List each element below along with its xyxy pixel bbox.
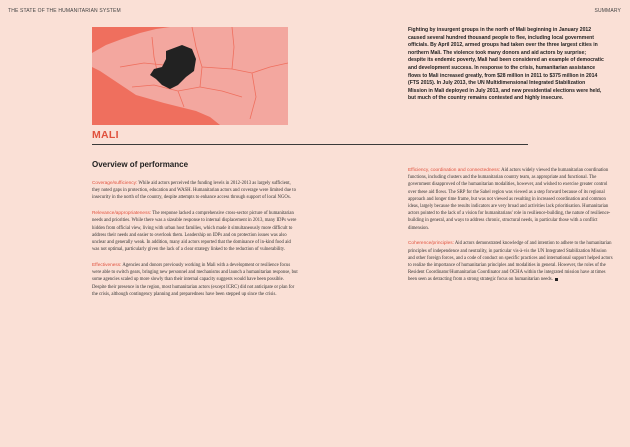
- coverage-term: Coverage/sufficiency:: [92, 181, 138, 186]
- country-title: MALI: [92, 129, 119, 141]
- map-landmass: [92, 27, 288, 125]
- efficiency-text: Aid actors widely viewed the humanitarian coordination functions, including clusters and the humanitarian country team, as appropriate and functional. The government disapproved of the humanitarian modalities, however, and wished to exercise greater control over these aid flows. The SRP for the Sahel region was viewed as a step forward because of its regional approach and longer time frame, but was not viewed as resulting in increased coordination and common ideas, largely because the results indicators are very broad and activities lack prioritisation. Humanitarian actors pointed to the lack of a vision for humanitarians' role in resilience-building, the nature of resilience-building in general, and ways to address chronic, structural needs, in particular those with a conflict dimension.: [408, 168, 611, 231]
- coverage-paragraph: [92, 180, 298, 202]
- coverage-text: While aid actors perceived the funding levels in 2012-2013 as largely sufficient, they noted gaps in protection, education and WASH. Humanitarian actors and coverage were limited due to insecurity in the north of the country, despite attempts to enhance access through support of local NGOs.: [92, 181, 296, 201]
- relevance-text: The response lacked a comprehensive cross-sector picture of humanitarian needs and priorities. While there was a sizeable response to internal displacement in 2013, many IDPs were hidden from official view, living with urban host families, which made it simultaneously more difficult to address their needs and easier to overlook them. Leadership on IDPs and on protection issues was also unclear and generally weak. In addition, many aid actors reported that the dominance of in-kind food aid was not optimal, particularly given the lack of a clear strategy linked to the reduction of vulnerability.: [92, 211, 297, 253]
- left-column: [92, 180, 298, 307]
- right-column: [408, 167, 614, 292]
- intro-summary: [408, 27, 604, 103]
- coherence-term: Coherence/principles:: [408, 241, 454, 247]
- coherence-paragraph: [408, 240, 614, 283]
- effectiveness-text: Agencies and donors previously working in Mali with a development or resilience focus were able to switch gears, bringing new personnel and mechanisms and launch a humanitarian response, but some agencies scaled up more slowly than their internal capacity suggests would have been possible. Despite their presence in the region, most humanitarian actors (except ICRC) did not anticipate or plan for the crisis, although contingency planning and preparedness have been stepped up since the crisis.: [92, 263, 298, 297]
- end-of-section-icon: [555, 278, 558, 281]
- map-graphic: [92, 27, 288, 125]
- relevance-paragraph: [92, 210, 298, 253]
- running-header-title: THE STATE OF THE HUMANITARIAN SYSTEM: [8, 8, 121, 14]
- efficiency-paragraph: [408, 167, 614, 232]
- section-divider: [92, 144, 528, 145]
- efficiency-term: Efficiency, coordination and connectedness:: [408, 168, 501, 173]
- coherence-text: Aid actors demonstrated knowledge of and intention to adhere to the humanitarian principles of independence and neutrality, in particular vis-à-vis the UN Integrated Stabilization Mission and other foreign forces, and a code of conduct on specific practices and international support helped actors to realize the importance of humanitarian principles and modalities in general. However, the roles of the Resident Coordinator/Humanitarian Coordinator and OCHA within the integrated mission have at times been seen as detracting from a strong strategic focus on humanitarian needs.: [408, 241, 613, 283]
- effectiveness-term: Effectiveness:: [92, 263, 122, 269]
- effectiveness-paragraph: [92, 262, 298, 298]
- relevance-term: Relevance/appropriateness:: [92, 211, 152, 217]
- mali-locator-map: [92, 27, 288, 125]
- intro-paragraph: Fighting by insurgent groups in the north of Mali beginning in January 2012 caused several hundred thousand people to flee, including local government officials. By April 2012, armed groups had taken over the three largest cities in northern Mali. The violence took many donors and aid actors by surprise; despite its endemic poverty, Mali had been considered an example of democratic and development success. In response to the crisis, humanitarian assistance flows to Mali increased greatly, from $28 million in 2011 to $375 million in 2014 (FTS 2015). In July 2013, the UN Multidimensional Integrated Stabilization Mission in Mali deployed in July 2013, and new presidential elections were held, but much of the country remains contested and highly insecure.: [408, 27, 604, 102]
- overview-heading: Overview of performance: [92, 160, 189, 169]
- running-header-section: SUMMARY: [594, 8, 621, 14]
